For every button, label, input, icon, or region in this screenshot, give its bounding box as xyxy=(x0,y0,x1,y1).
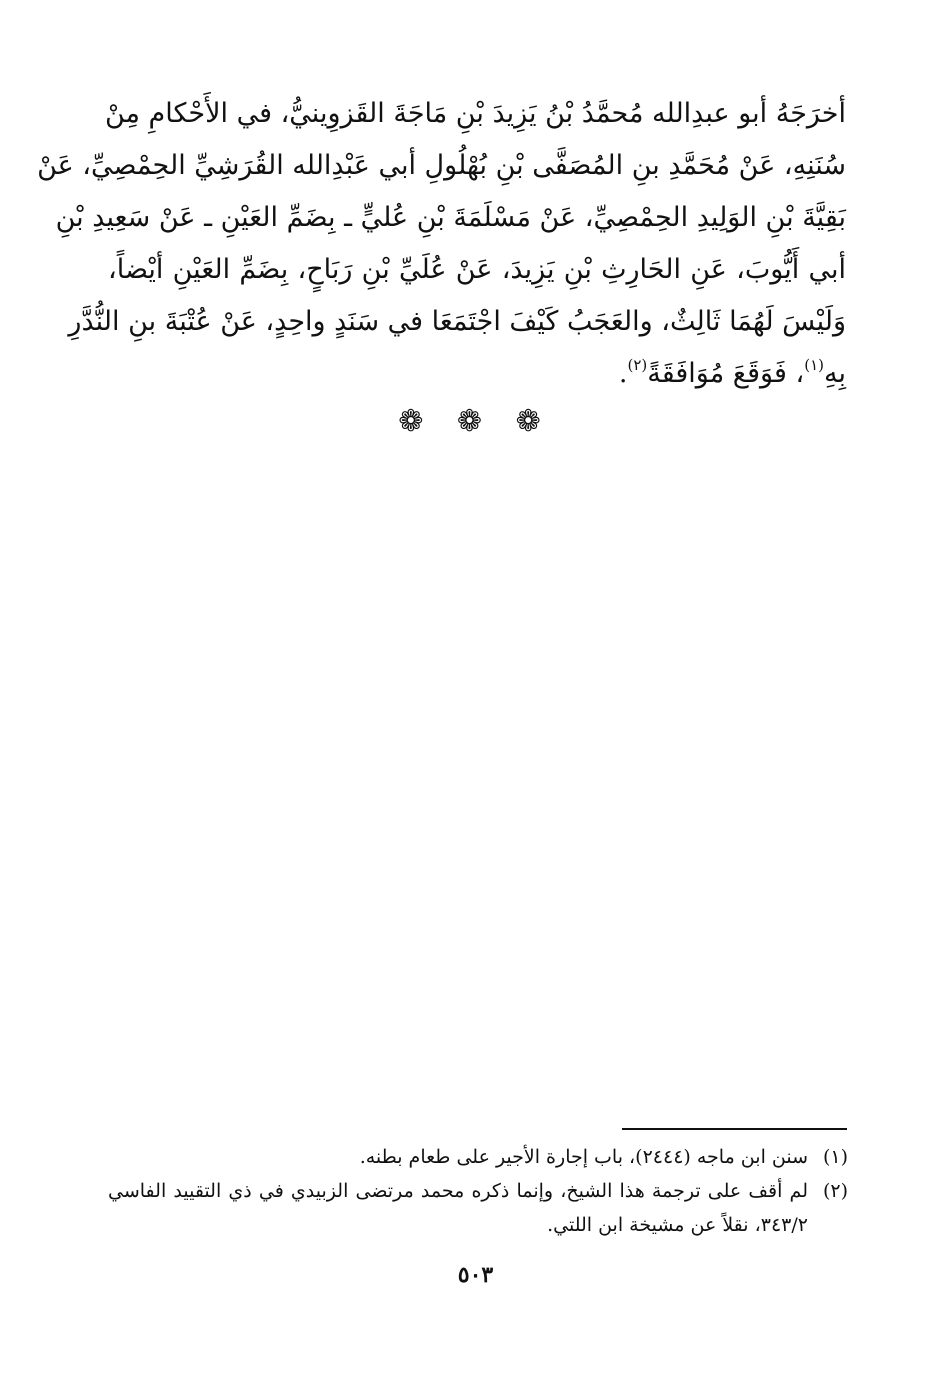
footnote-item xyxy=(108,1174,848,1242)
paragraph-last-line xyxy=(108,348,846,400)
paragraph-line: أخرَجَهُ أبو عبدِالله مُحمَّدُ بْنُ يَزِيدَ بْنِ مَاجَةَ القَزوِينيُّ، في الأَحْكامِ مِنْ xyxy=(104,98,846,129)
last-line-start: بِهِ xyxy=(824,358,846,389)
page-number: ٥٠٣ xyxy=(457,1262,494,1288)
footnote-divider xyxy=(622,1128,847,1130)
footnote-number: (٢) xyxy=(822,1180,848,1202)
paragraph-line: أبي أَيُّوبَ، عَنِ الحَارِثِ بْنِ يَزِيدَ، عَنْ عُلَيِّ بْنِ رَبَاحٍ، بِضَمِّ العَيْنِ أيْضاً، xyxy=(108,254,846,285)
footnote-ref-2[interactable]: (٢) xyxy=(627,356,648,374)
footnote-number: (١) xyxy=(822,1146,848,1168)
footnotes xyxy=(108,1140,848,1242)
footnote-ref-1[interactable]: (١) xyxy=(804,356,824,374)
paragraph-line: سُنَنِهِ، عَنْ مُحَمَّدِ بنِ المُصَفَّى بْنِ بُهْلُولِ أبي عَبْدِالله القُرَشِيِّ الحِمْصِيِّ، عَنْ xyxy=(37,150,846,181)
footnote-text: سنن ابن ماجه (٢٤٤٤)، باب إجارة الأجير على طعام بطنه. xyxy=(359,1146,808,1168)
last-line-middle: ، فَوَقَعَ مُوَافَقَةً xyxy=(647,358,805,389)
footnote-text: لم أقف على ترجمة هذا الشيخ، وإنما ذكره محمد مرتضى الزبيدي في ذي التقييد الفاسي ٣٤٣/٢، نقلاً عن مشيخة ابن اللتي. xyxy=(108,1180,808,1236)
last-line-end: . xyxy=(618,358,628,389)
paragraph-line: بَقِيَّةَ بْنِ الوَلِيدِ الحِمْصِيِّ، عَنْ مَسْلَمَةَ بْنِ عُليٍّ ـ بِضَمِّ العَيْنِ ـ عَنْ سَعِيدِ بْنِ xyxy=(55,202,846,233)
section-separator-ornament: ❁ ❁ ❁ xyxy=(398,404,553,439)
main-paragraph xyxy=(37,88,846,400)
paragraph-line: وَلَيْسَ لَهُمَا ثَالِثٌ، والعَجَبُ كَيْفَ اجْتَمَعَا في سَنَدٍ واحِدٍ، عَنْ عُتْبَةَ بنِ النُّدَّرِ xyxy=(68,306,846,337)
footnote-item xyxy=(108,1140,848,1174)
